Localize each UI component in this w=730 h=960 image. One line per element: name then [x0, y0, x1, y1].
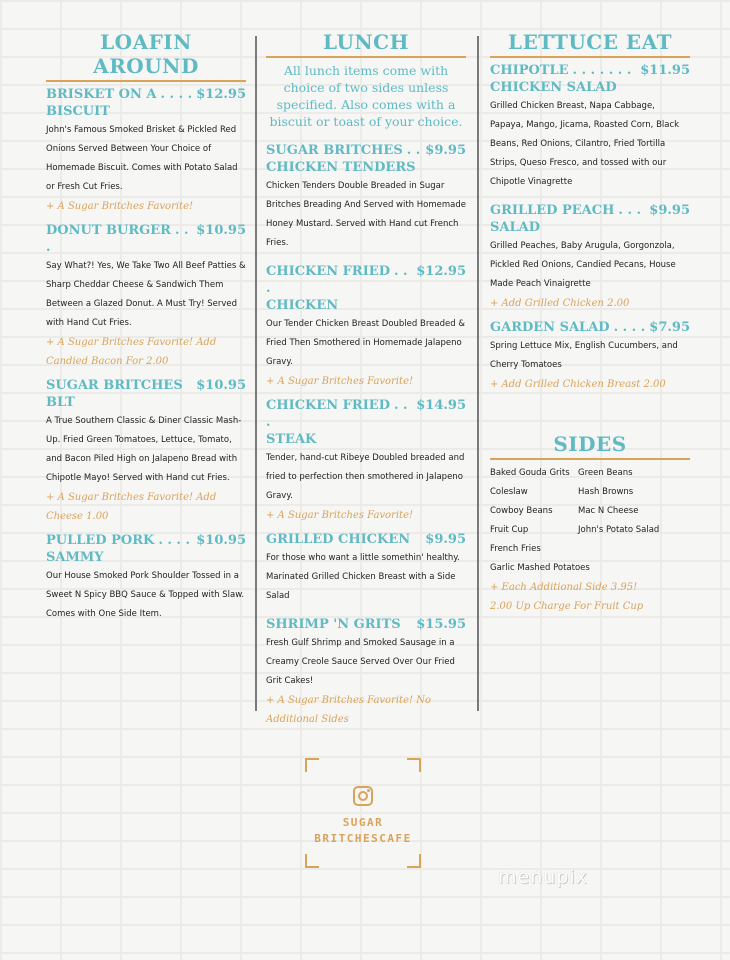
- item-name: [46, 222, 246, 256]
- side-item: Fruit Cup: [490, 525, 529, 535]
- item-name-line2: STEAK: [266, 432, 317, 447]
- item-price: $12.95: [416, 264, 466, 279]
- item-description: John's Famous Smoked Brisket & Pickled Red Onions Served Between Your Choice of Homemade Biscuit. Comes with Potato Salad or Fresh Cut Fries.: [46, 125, 238, 192]
- instagram-icon: [353, 786, 373, 806]
- item-description: Tender, hand-cut Ribeye Doubled breaded and fried to perfection then smothered in Jalapeno Gravy.: [266, 453, 465, 501]
- item-name: [490, 319, 690, 336]
- item-note: + Add Grilled Chicken Breast 2.00: [490, 379, 666, 390]
- item-price: $12.95: [196, 87, 246, 102]
- item-note: + A Sugar Britches Favorite! Add Candied Bacon For 2.00: [46, 337, 217, 367]
- leader-dots: . . .: [266, 398, 408, 430]
- item-name-line2: SALAD: [490, 220, 540, 235]
- section-title: SIDES: [490, 432, 690, 460]
- item-name: [46, 532, 246, 566]
- side-item: Hash Browns: [578, 487, 634, 497]
- item-description: Say What?! Yes, We Take Two All Beef Patties & Sharp Cheddar Cheese & Sandwich Them Between a Glazed Donut. A Must Try! Served with Hand Cut Fries.: [46, 261, 246, 328]
- leader-dots: . . .: [266, 264, 408, 296]
- watermark: menupix: [498, 866, 588, 888]
- leader-dots: . . .: [618, 203, 642, 218]
- item-name-text: SUGAR BRITCHES: [266, 143, 403, 158]
- leader-dots: . . . .: [613, 320, 646, 335]
- menu-item: [46, 222, 246, 371]
- item-note: + A Sugar Britches Favorite!: [266, 510, 414, 521]
- frame-corner: [305, 854, 319, 868]
- item-name: [490, 202, 690, 236]
- leader-dots: . . . . . . .: [572, 63, 632, 78]
- sides-note: 2.00 Up Charge For Fruit Cup: [490, 601, 644, 612]
- item-description: Our Tender Chicken Breast Doubled Breaded & Fried Then Smothered in Homemade Jalapeno Gravy.: [266, 319, 465, 367]
- item-name-text: DONUT BURGER: [46, 223, 171, 238]
- lunch-section: [266, 30, 466, 735]
- loafin-around-section: [46, 30, 246, 634]
- item-name-text: BRISKET ON A: [46, 87, 157, 102]
- instagram-handle-line2: BRITCHESCAFE: [314, 832, 412, 845]
- item-name-line2: CHICKEN TENDERS: [266, 160, 416, 175]
- menu-item: [266, 531, 466, 606]
- item-name: [266, 531, 466, 548]
- item-description: Grilled Chicken Breast, Napa Cabbage, Papaya, Mango, Jicama, Roasted Corn, Black Beans, Red Onions, Cilantro, Fried Tortilla Strips, Queso Fresco, and tossed with our Chipotle Vinagrette: [490, 101, 680, 187]
- item-name: [266, 263, 466, 314]
- item-description: Chicken Tenders Double Breaded in Sugar Britches Breading And Served with Homemade Honey Mustard. Served with Hand cut French Fries.: [266, 181, 466, 248]
- leader-dots: . . . .: [160, 87, 193, 102]
- item-description: A True Southern Classic & Diner Classic Mash-Up. Fried Green Tomatoes, Lettuce, Tomato, and Bacon Piled High on Jalapeno Bread with Chipotle Mayo! Served with Hand cut Fries.: [46, 416, 242, 483]
- item-price: $15.95: [416, 617, 466, 632]
- side-item: Garlic Mashed Potatoes: [490, 563, 590, 573]
- menu-item: [490, 62, 690, 192]
- leader-dots: . .: [406, 143, 421, 158]
- item-price: $7.95: [649, 320, 690, 335]
- sides-list: [490, 464, 690, 540]
- item-description: Spring Lettuce Mix, English Cucumbers, and Cherry Tomatoes: [490, 341, 678, 370]
- item-name: [46, 86, 246, 120]
- item-name: [46, 377, 246, 411]
- side-item: Mac N Cheese: [578, 506, 639, 516]
- item-price: $10.95: [196, 533, 246, 548]
- item-description: For those who want a little somethin' healthy. Marinated Grilled Chicken Breast with a Side Salad: [266, 553, 460, 601]
- item-note: + A Sugar Britches Favorite!: [266, 376, 414, 387]
- side-item: John's Potato Salad: [578, 525, 660, 535]
- menu-item: [266, 142, 466, 253]
- item-name-text: PULLED PORK: [46, 533, 155, 548]
- lettuce-eat-section: [490, 30, 690, 400]
- item-price: $10.95: [196, 223, 246, 238]
- item-note: + A Sugar Britches Favorite!: [46, 201, 194, 212]
- menu-item: [490, 319, 690, 394]
- item-name-line2: BLT: [46, 395, 75, 410]
- item-description: Grilled Peaches, Baby Arugula, Gorgonzola, Pickled Red Onions, Candied Pecans, House Made Peach Vinaigrette: [490, 241, 676, 289]
- menu-item: [46, 86, 246, 216]
- section-title: LOAFIN AROUND: [46, 30, 246, 82]
- menu-item: [266, 263, 466, 391]
- item-name-line2: SAMMY: [46, 550, 104, 565]
- frame-corner: [407, 758, 421, 772]
- item-price: $9.95: [649, 203, 690, 218]
- item-name: [266, 616, 466, 633]
- item-price: $9.95: [425, 532, 466, 547]
- item-price: $9.95: [425, 143, 466, 158]
- item-name-text: SUGAR BRITCHES: [46, 378, 183, 393]
- side-item: Cowboy Beans: [490, 506, 553, 516]
- item-name-text: CHICKEN FRIED: [266, 264, 390, 279]
- side-item: French Fries: [490, 544, 541, 554]
- section-title: LUNCH: [266, 30, 466, 58]
- lunch-intro: All lunch items come with choice of two sides unless specified. Also comes with a biscuit or toast of your choice.: [269, 63, 463, 129]
- item-name-text: GRILLED PEACH: [490, 203, 615, 218]
- frame-corner: [407, 854, 421, 868]
- item-description: Our House Smoked Pork Shoulder Tossed in a Sweet N Spicy BBQ Sauce & Topped with Slaw. Comes with One Side Item.: [46, 571, 245, 619]
- item-note: + Add Grilled Chicken 2.00: [490, 298, 630, 309]
- frame-corner: [305, 758, 319, 772]
- item-name-text: CHICKEN FRIED: [266, 398, 390, 413]
- item-price: $14.95: [416, 398, 466, 413]
- item-name-text: CHIPOTLE: [490, 63, 569, 78]
- item-price: $11.95: [640, 63, 690, 78]
- item-name-text: GARDEN SALAD: [490, 320, 610, 335]
- sides-note: + Each Additional Side 3.95!: [490, 582, 638, 593]
- item-name-line2: CHICKEN SALAD: [490, 80, 617, 95]
- item-name: [266, 397, 466, 448]
- side-item: Coleslaw: [490, 487, 528, 497]
- item-description: Fresh Gulf Shrimp and Smoked Sausage in a Creamy Creole Sauce Served Over Our Fried Grit Cakes!: [266, 638, 455, 686]
- sides-section: [490, 432, 690, 622]
- section-title: LETTUCE EAT: [490, 30, 690, 58]
- item-name: [490, 62, 690, 96]
- item-name-line2: BISCUIT: [46, 104, 110, 119]
- item-name-text: GRILLED CHICKEN: [266, 532, 411, 547]
- menu-item: [266, 616, 466, 729]
- item-name: [266, 142, 466, 176]
- instagram-badge[interactable]: [305, 758, 421, 868]
- side-item: Baked Gouda Grits: [490, 468, 570, 478]
- menu-item: [490, 202, 690, 313]
- column-divider-right: [477, 36, 479, 711]
- menu-item: [46, 532, 246, 624]
- instagram-handle-line1: SUGAR: [342, 816, 384, 829]
- leader-dots: . . .: [46, 223, 189, 255]
- item-name-text: SHRIMP 'N GRITS: [266, 617, 401, 632]
- item-name-line2: CHICKEN: [266, 298, 339, 313]
- leader-dots: . . . .: [158, 533, 190, 548]
- column-divider-left: [255, 36, 257, 711]
- menu-item: [266, 397, 466, 525]
- item-note: + A Sugar Britches Favorite! No Additional Sides: [266, 695, 431, 725]
- item-price: $10.95: [196, 378, 246, 393]
- side-item: Green Beans: [578, 468, 633, 478]
- menu-item: [46, 377, 246, 526]
- item-note: + A Sugar Britches Favorite! Add Cheese 1.00: [46, 492, 217, 522]
